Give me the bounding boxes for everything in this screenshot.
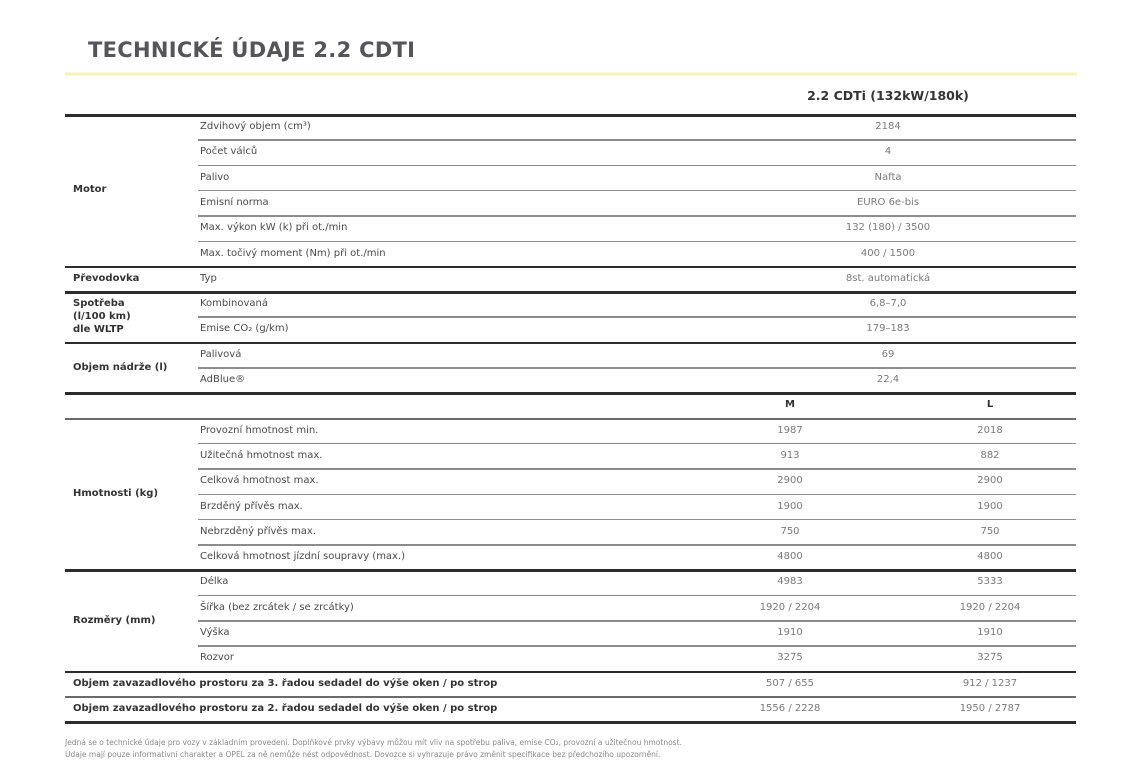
spec-label: Celková hmotnost max. bbox=[200, 475, 319, 487]
row-divider bbox=[198, 519, 1076, 521]
spec-value-l: 4800 bbox=[977, 551, 1003, 563]
spec-label: Výška bbox=[200, 627, 230, 638]
group-divider bbox=[65, 266, 1076, 269]
spec-value-m: 4800 bbox=[777, 551, 803, 563]
row-divider bbox=[198, 468, 1076, 470]
row-divider bbox=[198, 139, 1076, 141]
group-divider bbox=[65, 671, 1076, 674]
group-divider bbox=[65, 392, 1076, 395]
row-divider bbox=[198, 241, 1076, 243]
spec-label: Délka bbox=[200, 576, 229, 588]
row-divider bbox=[198, 645, 1076, 647]
spec-value-l: 1900 bbox=[977, 500, 1003, 512]
cargo-volume-label: Objem zavazadlového prostoru za 2. řadou sedadel do výše oken / po strop bbox=[73, 702, 498, 714]
row-divider bbox=[198, 367, 1076, 369]
row-divider bbox=[198, 443, 1076, 445]
spec-value: 8st. automatická bbox=[845, 272, 931, 284]
row-divider bbox=[198, 165, 1076, 167]
engine-column-header: 2.2 CDTi (132kW/180k) bbox=[807, 88, 969, 103]
table-top-rule bbox=[65, 114, 1076, 117]
spec-label: Šířka (bez zrcátek / se zrcátky) bbox=[200, 601, 354, 613]
spec-label: Počet válců bbox=[200, 146, 258, 158]
size-header-m: M bbox=[785, 399, 795, 411]
spec-value-l: 5333 bbox=[977, 576, 1003, 588]
spec-value: 6,8–7,0 bbox=[869, 298, 907, 310]
row-divider bbox=[198, 316, 1076, 318]
row-divider bbox=[198, 494, 1076, 496]
size-header-divider bbox=[65, 418, 1076, 420]
spec-label: Palivo bbox=[200, 171, 230, 183]
group-label: (l/100 km) bbox=[73, 310, 131, 322]
spec-value-m: 2900 bbox=[777, 475, 803, 487]
group-label: dle WLTP bbox=[73, 323, 124, 335]
group-label: Převodovka bbox=[73, 272, 140, 284]
group-label: Motor bbox=[73, 184, 107, 196]
spec-value: 2184 bbox=[875, 121, 901, 132]
spec-value-m: 750 bbox=[780, 525, 800, 537]
spec-value-m: 1900 bbox=[777, 500, 803, 512]
spec-value: 22,4 bbox=[876, 374, 900, 385]
row-divider bbox=[65, 696, 1076, 698]
spec-value-l: 1920 / 2204 bbox=[959, 601, 1021, 613]
group-label: Rozměry (mm) bbox=[73, 614, 156, 626]
row-divider bbox=[198, 215, 1076, 217]
spec-label: Emise CO₂ (g/km) bbox=[200, 323, 289, 335]
spec-value-m: 913 bbox=[780, 449, 800, 461]
spec-value-l: 3275 bbox=[977, 652, 1003, 664]
spec-value: 4 bbox=[884, 146, 892, 158]
group-divider bbox=[65, 342, 1076, 345]
spec-label: Nebrzděný přívěs max. bbox=[200, 525, 316, 537]
group-divider bbox=[65, 569, 1076, 572]
cargo-volume-m: 1556 / 2228 bbox=[759, 702, 821, 714]
spec-value: 132 (180) / 3500 bbox=[845, 222, 931, 234]
group-label: Hmotnosti (kg) bbox=[73, 488, 159, 499]
spec-label: Celková hmotnost jízdní soupravy (max.) bbox=[200, 551, 406, 563]
footnote-line-2: Údaje mají pouze informativní charakter a OPEL za ně nemůže nést odpovědnost. Dovozce si vyhrazuje právo změnit specifikace bez předchozího upozornění. bbox=[65, 750, 661, 759]
cargo-volume-l: 912 / 1237 bbox=[962, 677, 1018, 689]
spec-label: Zdvihový objem (cm³) bbox=[200, 121, 311, 132]
spec-value: 400 / 1500 bbox=[860, 247, 916, 259]
spec-value: EURO 6e-bis bbox=[856, 196, 920, 208]
spec-value-l: 882 bbox=[980, 449, 1000, 461]
spec-label: Kombinovaná bbox=[200, 298, 269, 310]
spec-value-m: 4983 bbox=[777, 576, 803, 588]
spec-value-m: 1920 / 2204 bbox=[759, 601, 821, 613]
title-divider bbox=[65, 72, 1077, 76]
spec-value-l: 750 bbox=[980, 525, 1000, 537]
spec-value: Nafta bbox=[874, 171, 902, 183]
footnote-line-1: Jedná se o technické údaje pro vozy v základním provedení. Doplňkové prvky výbavy můžou mít vliv na spotřebu paliva, emise CO₂, provozní a užitečnou hmotnost. bbox=[65, 738, 682, 747]
spec-label: Typ bbox=[200, 272, 217, 284]
row-divider bbox=[198, 595, 1076, 597]
cargo-volume-l: 1950 / 2787 bbox=[959, 702, 1021, 714]
group-label: Objem nádrže (l) bbox=[73, 361, 168, 373]
footnote bbox=[65, 737, 1075, 761]
spec-value-l: 2018 bbox=[977, 424, 1003, 436]
row-divider bbox=[198, 620, 1076, 622]
spec-table bbox=[65, 114, 1076, 721]
spec-value-l: 2900 bbox=[977, 475, 1003, 487]
group-divider bbox=[65, 291, 1076, 294]
spec-value: 69 bbox=[881, 348, 895, 360]
spec-label: Brzděný přívěs max. bbox=[200, 500, 303, 512]
spec-value-m: 1987 bbox=[777, 424, 803, 436]
spec-value-m: 3275 bbox=[777, 652, 803, 664]
page-title: TECHNICKÉ ÚDAJE 2.2 CDTI bbox=[88, 38, 416, 62]
size-header-l: L bbox=[986, 399, 994, 411]
spec-value-m: 1910 bbox=[777, 627, 803, 638]
spec-label: Palivová bbox=[200, 348, 242, 360]
row-divider bbox=[198, 190, 1076, 192]
spec-label: Rozvor bbox=[200, 652, 235, 664]
spec-label: Emisní norma bbox=[200, 196, 269, 208]
group-label: Spotřeba bbox=[73, 297, 125, 309]
spec-label: AdBlue® bbox=[200, 374, 246, 385]
row-divider bbox=[198, 544, 1076, 546]
spec-label: Provozní hmotnost min. bbox=[200, 424, 319, 436]
row-divider bbox=[65, 721, 1076, 724]
cargo-volume-label: Objem zavazadlového prostoru za 3. řadou sedadel do výše oken / po strop bbox=[73, 677, 498, 689]
spec-label: Max. výkon kW (k) při ot./min bbox=[200, 222, 348, 234]
spec-value-l: 1910 bbox=[977, 627, 1003, 638]
spec-value: 179–183 bbox=[866, 323, 910, 335]
spec-label: Užitečná hmotnost max. bbox=[200, 449, 323, 461]
cargo-volume-m: 507 / 655 bbox=[766, 677, 814, 689]
spec-label: Max. točivý moment (Nm) při ot./min bbox=[200, 247, 386, 259]
